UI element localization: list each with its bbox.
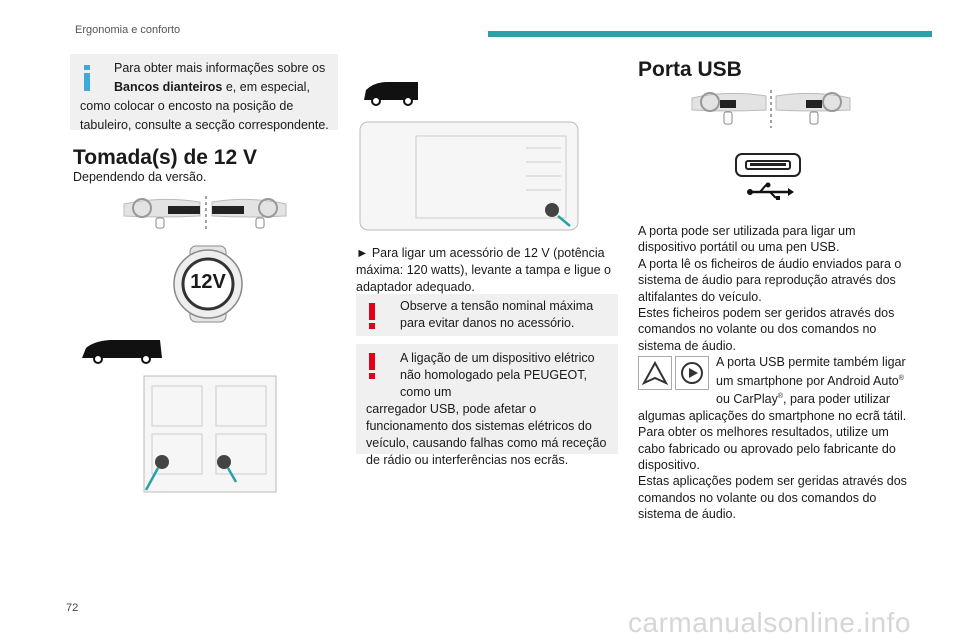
- info-note-rest: e, em especial, como colocar o encosto na posição de tabuleiro, consulte a secção correspondente.: [80, 80, 329, 132]
- watermark: carmanualsonline.info: [628, 607, 911, 638]
- page-number: 72: [66, 602, 79, 614]
- exclamation-icon: [368, 353, 376, 379]
- section-title-12v: Tomada(s) de 12 V: [73, 146, 257, 169]
- info-note-bold: Bancos dianteiros: [114, 80, 223, 94]
- usb-port-icon: [734, 152, 802, 202]
- dashboard-illustration-usb: [688, 88, 854, 128]
- usb-apps-paragraph: [638, 354, 910, 424]
- usb-p4-sup2: ®: [777, 393, 784, 401]
- warning-1-text: Observe a tensão nominal máxima para evitar danos no acessório.: [400, 299, 594, 330]
- section-subtitle-12v: Dependendo da versão.: [73, 170, 207, 184]
- header-accent-bar: [488, 31, 932, 37]
- exclamation-icon: [368, 303, 376, 329]
- usb-p1: A porta pode ser utilizada para ligar um dispositivo portátil ou uma pen USB.: [638, 224, 856, 255]
- usb-p4-sup1: ®: [898, 374, 904, 382]
- usb-p3: Estes ficheiros podem ser geridos através dos comandos no volante ou dos comandos no sistema de áudio.: [638, 306, 895, 353]
- usb-description: [638, 223, 910, 523]
- usb-p4-c: , para poder utilizar algumas aplicações do smartphone no ecrã tátil.: [638, 392, 907, 423]
- socket-label: 12V: [190, 271, 226, 293]
- info-note-line1: Para obter mais informações sobre os: [114, 61, 326, 75]
- warning-2-text-first: A ligação de um dispositivo elétrico não homologado pela PEUGEOT, como um: [400, 351, 595, 399]
- info-icon: [80, 63, 96, 93]
- instruction-text: ► Para ligar um acessório de 12 V (potência máxima: 120 watts), levante a tampa e ligue o adaptador adequado.: [356, 246, 611, 294]
- usb-p6: Estas aplicações podem ser geridas através dos comandos no volante ou dos comandos do sistema de áudio.: [638, 474, 907, 522]
- usb-p5: Para obter os melhores resultados, utilize um cabo fabricado ou aprovado pelo fabricante do dispositivo.: [638, 425, 896, 472]
- section-title-usb: Porta USB: [638, 58, 742, 81]
- warning-note-1: [356, 294, 618, 336]
- warning-note-2: [356, 344, 618, 467]
- android-auto-icon: [638, 356, 672, 390]
- warning-2-text-rest: carregador USB, pode afetar o funcionamento dos sistemas elétricos do veículo, causando falhas como má receção de rádio ou interferências nos ecrãs.: [366, 402, 607, 467]
- usb-p4-b: ou CarPlay: [716, 392, 778, 407]
- instruction-12v: [356, 245, 618, 296]
- vehicle-floorplan-12v-left: [140, 372, 280, 496]
- usb-p4-a: A porta USB permite também ligar um smartphone por Android Auto: [716, 355, 906, 388]
- vehicle-floorplan-12v-van: [356, 118, 582, 234]
- carplay-icon: [675, 356, 709, 390]
- usb-p2: A porta lê os ficheiros de áudio enviados para o sistema de áudio para reprodução através dos altifalantes do veículo.: [638, 256, 902, 304]
- app-icons: [638, 356, 712, 390]
- running-header: Ergonomia e conforto: [75, 24, 181, 36]
- van-icon: [362, 80, 420, 106]
- info-note: [70, 54, 338, 130]
- people-carrier-icon: [80, 338, 164, 364]
- dashboard-illustration-12v: [120, 194, 290, 234]
